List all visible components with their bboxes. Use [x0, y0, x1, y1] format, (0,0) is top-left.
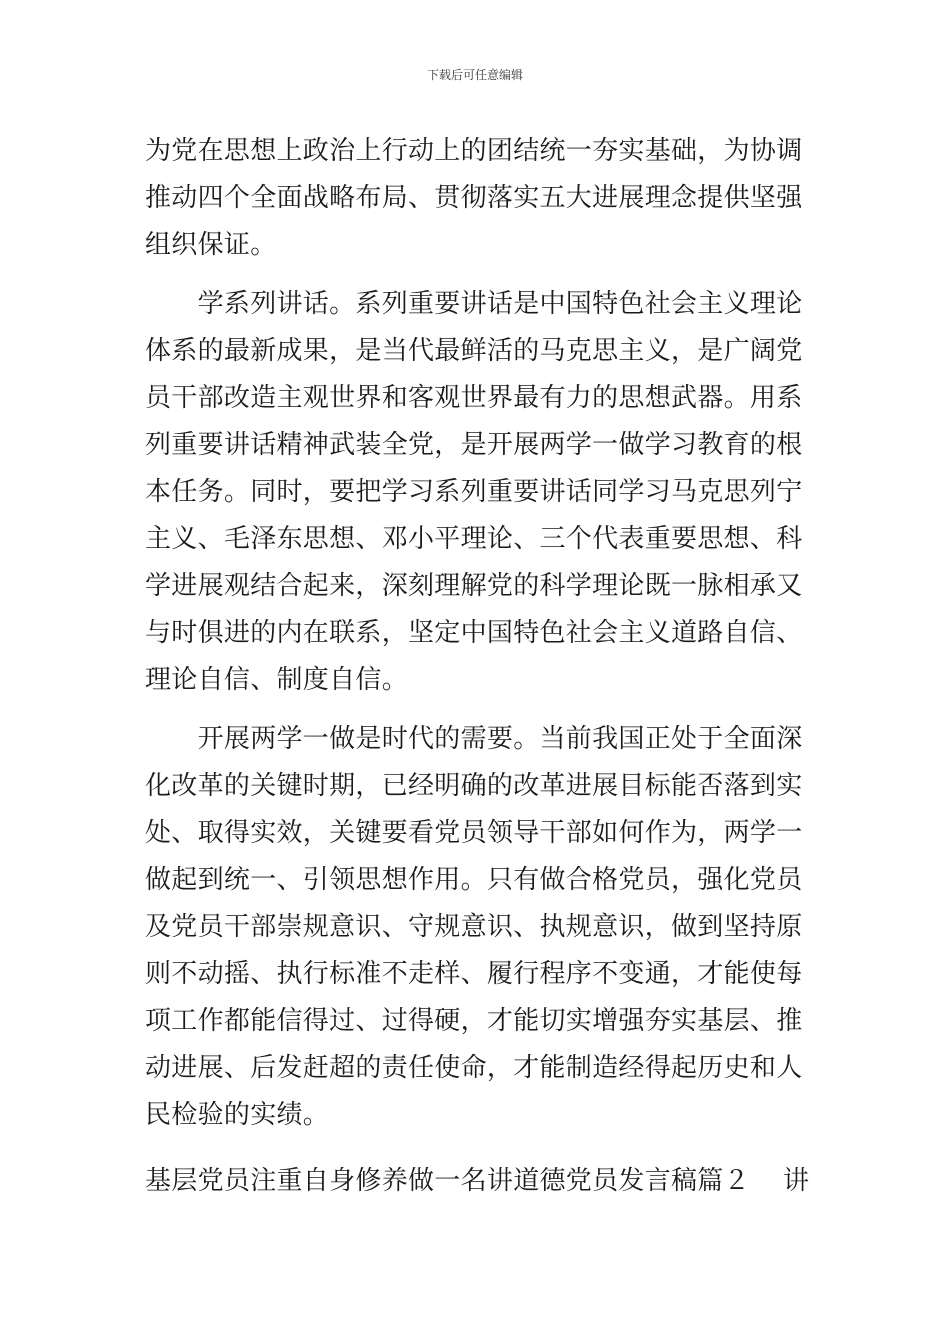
text-line: 及党员干部崇规意识、守规意识、执规意识，做到坚持原 — [145, 912, 803, 942]
text-line: 开展两学一做是时代的需要。当前我国正处于全面深 — [145, 724, 803, 754]
text-line: 体系的最新成果，是当代最鲜活的马克思主义，是广阔党 — [145, 336, 803, 366]
text-line: 理论自信、制度自信。 — [145, 665, 409, 695]
text-line: 则不动摇、执行标准不走样、履行程序不变通，才能使每 — [145, 959, 803, 989]
section-continuation: 讲 — [783, 1166, 810, 1196]
text-line: 组织保证。 — [145, 230, 277, 260]
page-header-note: 下载后可任意编辑 — [426, 68, 523, 82]
text-line: 员干部改造主观世界和客观世界最有力的思想武器。用系 — [145, 383, 803, 413]
text-line: 民检验的实绩。 — [145, 1100, 330, 1130]
text-line: 与时俱进的内在联系，坚定中国特色社会主义道路自信、 — [145, 618, 803, 648]
text-line: 学进展观结合起来，深刻理解党的科学理论既一脉相承又 — [145, 571, 803, 601]
text-line: 化改革的关键时期，已经明确的改革进展目标能否落到实 — [145, 771, 803, 801]
text-line: 列重要讲话精神武装全党，是开展两学一做学习教育的根 — [145, 430, 803, 460]
text-line: 为党在思想上政治上行动上的团结统一夯实基础，为协调 — [145, 136, 803, 166]
text-line: 项工作都能信得过、过得硬，才能切实增强夯实基层、推 — [145, 1006, 803, 1036]
text-line: 动进展、后发赶超的责任使命，才能制造经得起历史和人 — [145, 1053, 803, 1083]
text-line: 处、取得实效，关键要看党员领导干部如何作为，两学一 — [145, 818, 803, 848]
text-line: 推动四个全面战略布局、贯彻落实五大进展理念提供坚强 — [145, 183, 803, 213]
text-line: 学系列讲话。系列重要讲话是中国特色社会主义理论 — [145, 289, 803, 319]
text-line: 主义、毛泽东思想、邓小平理论、三个代表重要思想、科 — [145, 524, 803, 554]
text-line: 做起到统一、引领思想作用。只有做合格党员，强化党员 — [145, 865, 803, 895]
section-heading: 基层党员注重自身修养做一名讲道德党员发言稿篇２ — [145, 1166, 750, 1196]
text-line: 本任务。同时，要把学习系列重要讲话同学习马克思列宁 — [145, 477, 803, 507]
